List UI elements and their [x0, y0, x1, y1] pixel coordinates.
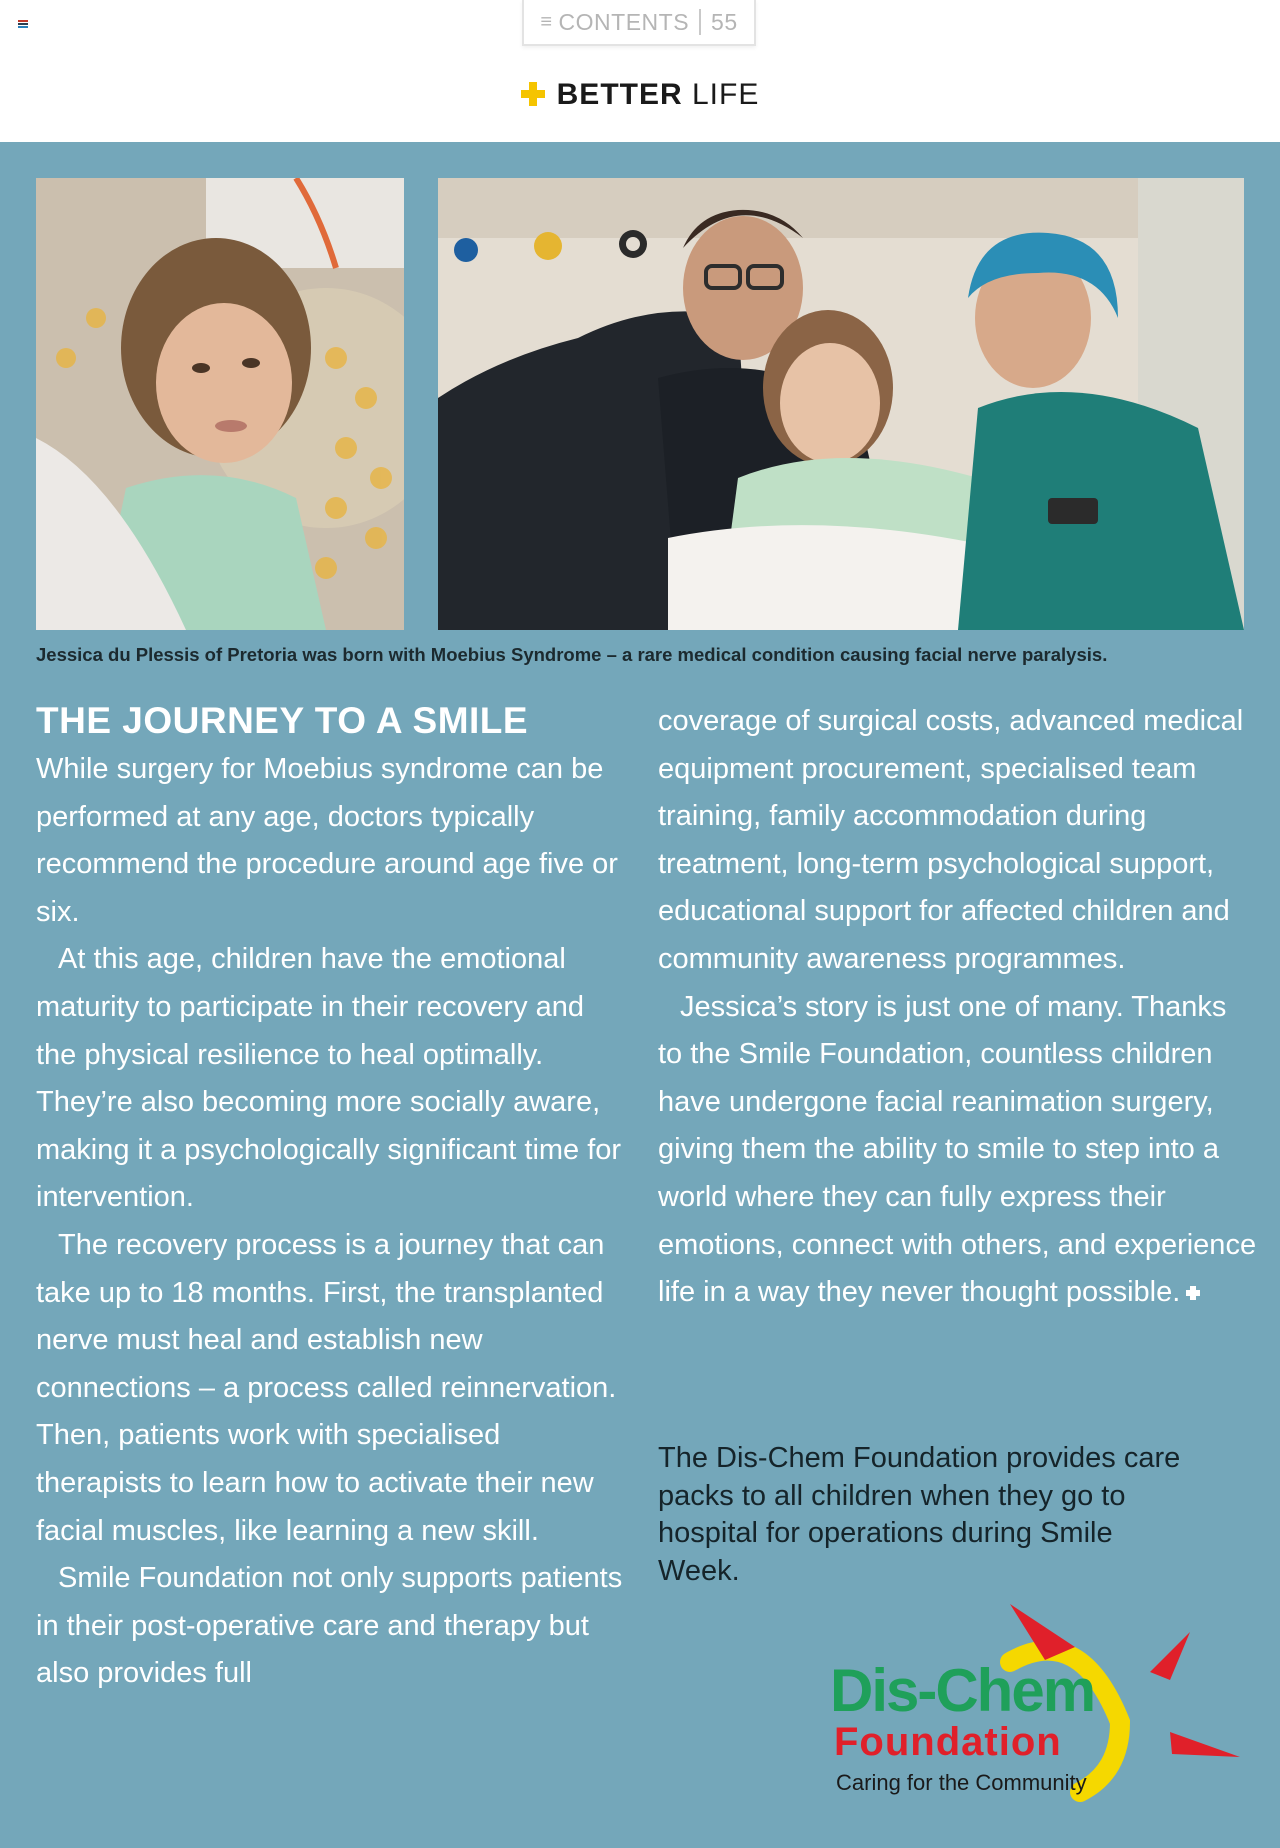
contents-label: CONTENTS [558, 8, 690, 35]
contents-tab[interactable] [522, 0, 756, 46]
page-number: 55 [711, 8, 738, 35]
photo-family-with-surgeon [438, 178, 1244, 630]
photo-girl-in-bed [36, 178, 404, 630]
section-header [0, 78, 1280, 112]
logo-foundation: Foundation [834, 1720, 1062, 1764]
logo-tagline: Caring for the Community [836, 1770, 1087, 1795]
section-title-bold: BETTER [556, 78, 683, 111]
paragraph: While surgery for Moebius syndrome can be performed at any age, doctors typically recommend the procedure around age five or six. [36, 753, 618, 928]
article-column-left [36, 746, 626, 1698]
divider [699, 9, 701, 35]
article-column-right [658, 698, 1258, 1317]
list-icon: ≡ [540, 10, 553, 33]
paragraph: The recovery process is a journey that can take up to 18 months. First, the transplanted nerve must heal and establish new connections – a process called reinnervation. Then, patients work with specialised therapists to learn how to activate their new facial muscles, like learning a new skill. [36, 1228, 617, 1547]
logo-name: Dis-Chem [830, 1657, 1095, 1724]
article-title: THE JOURNEY TO A SMILE [36, 700, 529, 741]
menu-icon[interactable] [18, 20, 28, 28]
paragraph: coverage of surgical costs, advanced medical equipment procurement, specialised team training, family accommodation during treatment, long-term psychological support, educational support for affected children and community awareness programmes. [658, 705, 1244, 975]
paragraph: At this age, children have the emotional maturity to participate in their recovery and the physical resilience to heal optimally. They’re also becoming more socially aware, making it a psychologically significant time for intervention. [36, 943, 622, 1214]
paragraph-last [658, 984, 1258, 1317]
paragraph-text: Jessica’s story is just one of many. Thanks to the Smile Foundation, countless children have undergone facial reanimation surgery, giving them the ability to smile to step into a world where they can fully express their emotions, connect with others, and experience life in a way they never thought possible. [658, 990, 1257, 1309]
sidebar-note: The Dis-Chem Foundation provides care packs to all children when they go to hospital for operations during Smile Week. [658, 1442, 1181, 1587]
section-title-light: LIFE [691, 78, 760, 111]
cross-icon [521, 82, 545, 106]
end-of-article-icon [1186, 1286, 1200, 1300]
photo-caption: Jessica du Plessis of Pretoria was born with Moebius Syndrome – a rare medical condition causing facial nerve paralysis. [36, 644, 1108, 665]
article-panel [0, 142, 1280, 1848]
dis-chem-foundation-logo [820, 1602, 1250, 1832]
paragraph: Smile Foundation not only supports patients in their post-operative care and therapy but also provides full [36, 1562, 623, 1690]
